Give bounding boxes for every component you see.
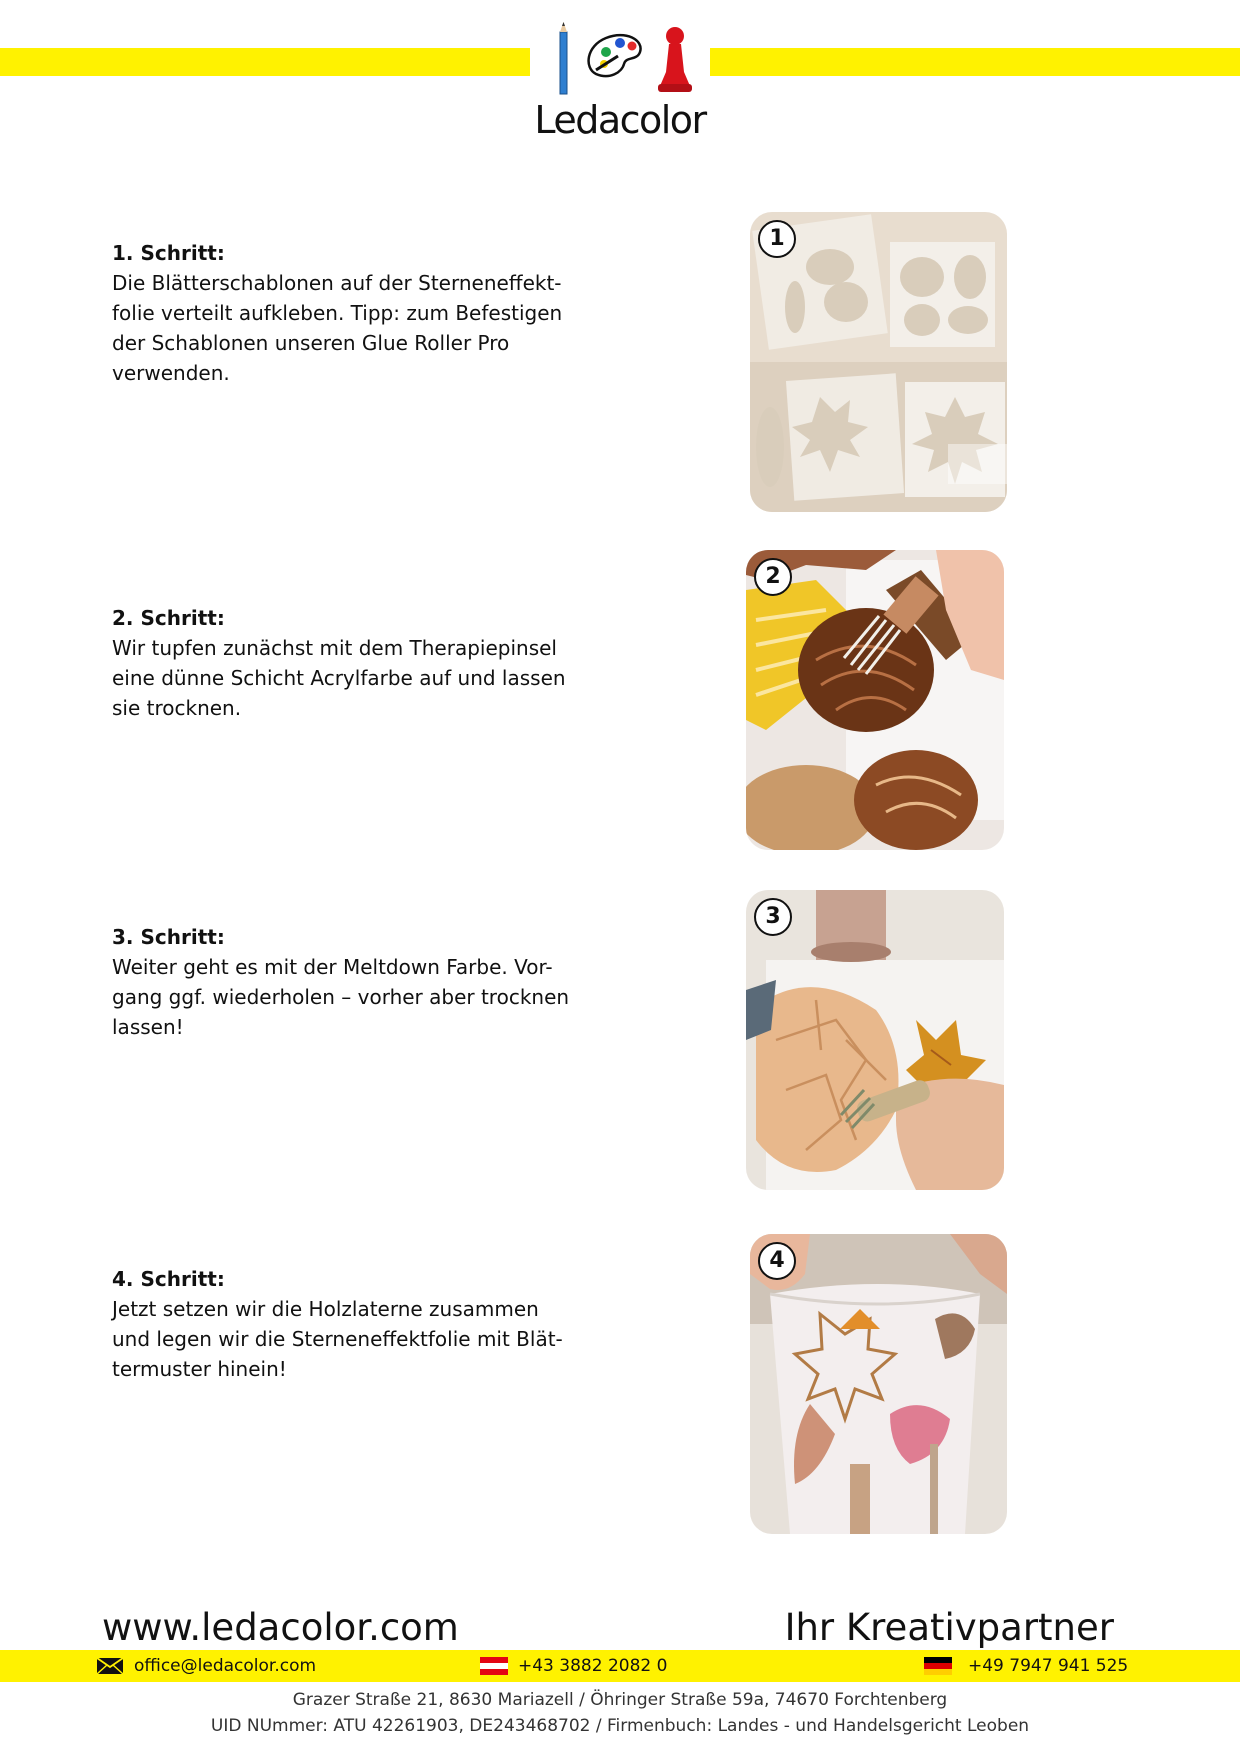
step-2-photo xyxy=(746,550,1004,850)
step-2 xyxy=(112,603,582,723)
step-title: 4. Schritt: xyxy=(112,1267,225,1291)
step-line: termuster hinein! xyxy=(112,1357,287,1381)
step-4 xyxy=(112,1264,582,1384)
step-title: 1. Schritt: xyxy=(112,241,225,265)
contact-band xyxy=(0,1650,1240,1682)
phone-germany-text[interactable]: +49 7947 941 525 xyxy=(968,1656,1129,1676)
germany-flag-icon xyxy=(924,1657,952,1675)
step-title: 2. Schritt: xyxy=(112,606,225,630)
step-line: eine dünne Schicht Acrylfarbe auf und lassen xyxy=(112,666,566,690)
step-title: 3. Schritt: xyxy=(112,925,225,949)
logo-icons xyxy=(544,16,704,96)
game-piece-icon xyxy=(658,27,692,92)
envelope-icon xyxy=(96,1657,124,1675)
step-line: Die Blätterschablonen auf der Sterneneffekt- xyxy=(112,271,562,295)
step-line: Wir tupfen zunächst mit dem Therapiepinsel xyxy=(112,636,557,660)
step-3 xyxy=(112,922,582,1042)
step-line: Jetzt setzen wir die Holzlaterne zusammen xyxy=(112,1297,539,1321)
pencil-icon xyxy=(560,22,567,94)
leaf-stencils-image xyxy=(750,212,1007,512)
phone-austria[interactable] xyxy=(480,1650,667,1682)
step-1 xyxy=(112,238,582,388)
phone-germany[interactable] xyxy=(924,1650,1128,1682)
step-line: und legen wir die Sterneneffektfolie mit Blät- xyxy=(112,1327,563,1351)
step-number-badge: 1 xyxy=(758,220,796,258)
painting-brush-image xyxy=(746,550,1004,850)
step-line: Weiter geht es mit der Meltdown Farbe. Vor- xyxy=(112,955,553,979)
logo-text: Ledacolor xyxy=(534,98,706,142)
step-line: folie verteilt aufkleben. Tipp: zum Befestigen xyxy=(112,301,563,325)
step-line: gang ggf. wiederholen – vorher aber trocknen xyxy=(112,985,570,1009)
lantern-image xyxy=(750,1234,1007,1534)
company-legal-info: UID NUmmer: ATU 42261903, DE243468702 / Firmenbuch: Landes - und Handelsgericht Leoben xyxy=(210,1716,1030,1736)
meltdown-paint-image xyxy=(746,890,1004,1190)
step-line: der Schablonen unseren Glue Roller Pro xyxy=(112,331,510,355)
step-line: verwenden. xyxy=(112,361,230,385)
email-contact[interactable] xyxy=(96,1650,316,1682)
email-text[interactable]: office@ledacolor.com xyxy=(134,1656,317,1676)
step-number-badge: 4 xyxy=(758,1242,796,1280)
step-4-photo xyxy=(750,1234,1007,1534)
ledacolor-logo[interactable] xyxy=(530,16,710,146)
website-link[interactable]: www.ledacolor.com xyxy=(102,1606,459,1649)
step-line: sie trocknen. xyxy=(112,696,242,720)
step-number-badge: 3 xyxy=(754,898,792,936)
phone-austria-text[interactable]: +43 3882 2082 0 xyxy=(518,1656,668,1676)
step-1-photo xyxy=(750,212,1007,512)
palette-icon xyxy=(589,35,641,76)
step-line: lassen! xyxy=(112,1015,184,1039)
step-number-badge: 2 xyxy=(754,558,792,596)
step-3-photo xyxy=(746,890,1004,1190)
company-address: Grazer Straße 21, 8630 Mariazell / Öhringer Straße 59a, 74670 Forchtenberg xyxy=(292,1690,948,1710)
austria-flag-icon xyxy=(480,1657,508,1675)
slogan: Ihr Kreativpartner xyxy=(784,1606,1114,1649)
